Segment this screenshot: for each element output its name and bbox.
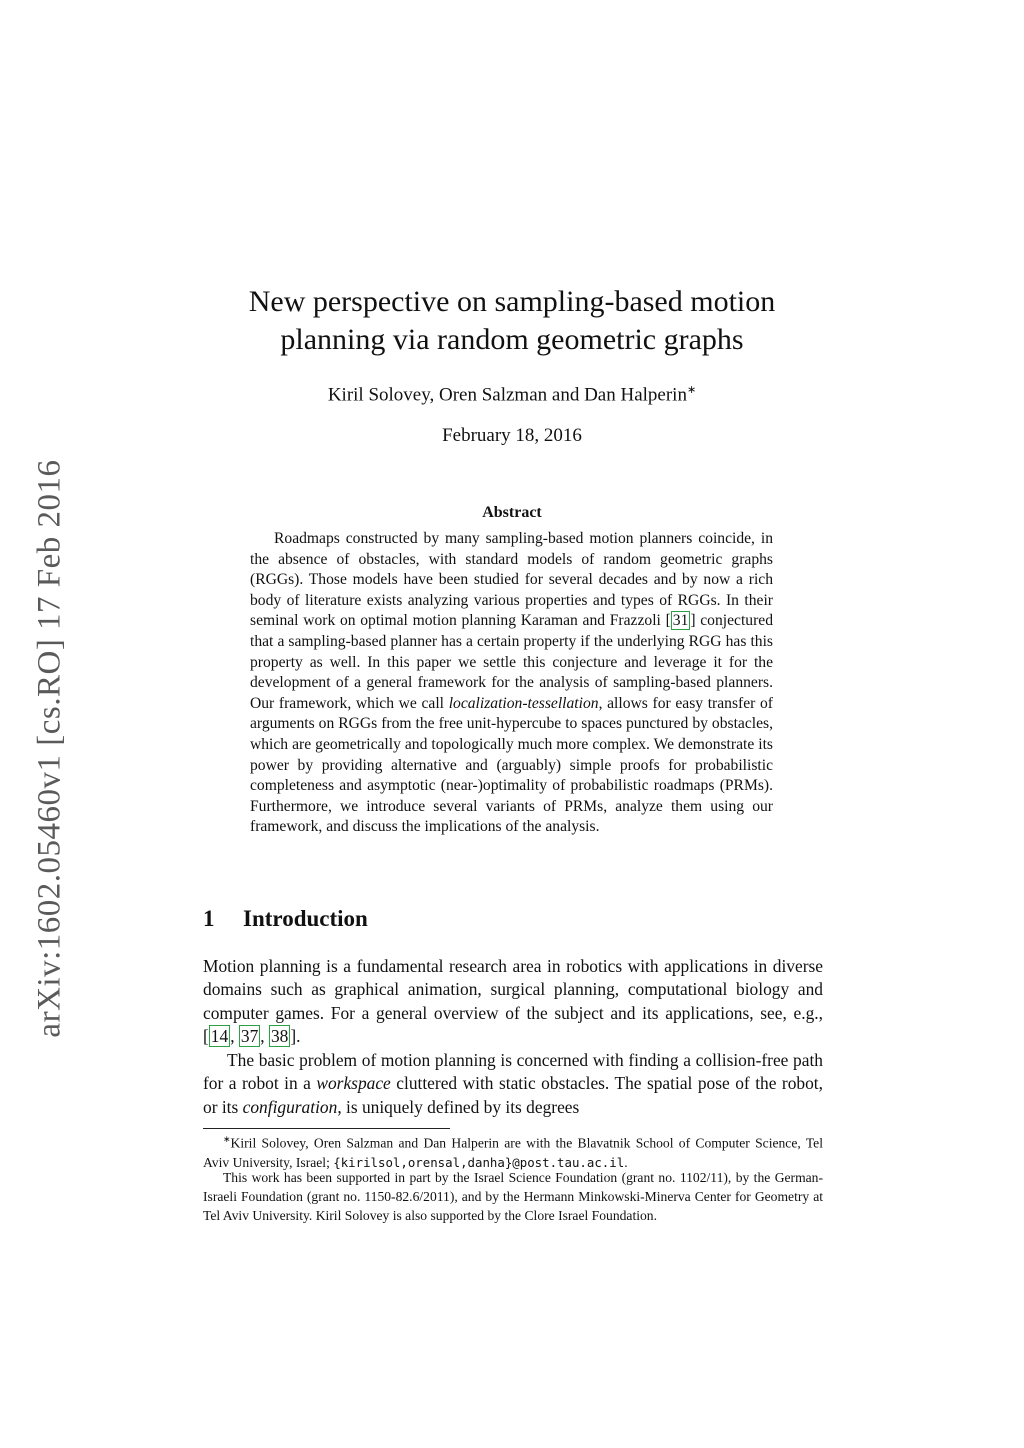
footnote-divider [203, 1128, 450, 1129]
intro-paragraph-1-text: Motion planning is a fundamental research area in robotics with applications in diverse domains such as graphical animation, surgical planning, computational biology and computer games. For a general overview of the subject and its applications, see, e.g., [203, 956, 823, 1023]
citation-link[interactable]: 37 [240, 1025, 259, 1046]
intro-paragraph-2-text-a: The basic problem of motion planning is concerned with finding a collision-free path for a robot in a [203, 1050, 823, 1094]
footnote-affiliation-end: . [624, 1154, 628, 1170]
intro-paragraph-2 [203, 1049, 823, 1119]
abstract-text-part-3: , allows for easy transfer of arguments on RGGs from the free unit-hypercube to spaces punctured by obstacles, which are geometrically and topologically much more complex. We demonstrate its power by providing alternative and (arguably) simple proofs for probabilistic completeness and asymptotic (near-)optimality of probabilistic roadmaps (PRMs). Furthermore, we introduce several variants of PRMs, analyze them using our framework, and discuss the implications of the analysis. [250, 694, 773, 836]
abstract-heading: Abstract [482, 504, 542, 521]
abstract-emphasis: localization-tessellation [448, 694, 599, 712]
footnote-affiliation-text: Kiril Solovey, Oren Salzman and Dan Halperin are with the Blavatnik School of Computer Science, Tel Aviv University, Israel; [203, 1135, 823, 1170]
abstract-text-part-1: Roadmaps constructed by many sampling-based motion planners coincide, in the absence of obstacles, with standard models of random geometric graphs (RGGs). Those models have been studied for several decades and by now a rich body of literature exists analyzing various properties and types of RGGs. In their seminal work on optimal motion planning Karaman and Frazzoli [250, 530, 773, 630]
paper-date: February 18, 2016 [442, 425, 582, 446]
intro-paragraph-2-text-c: , is uniquely defined by its degrees [337, 1096, 580, 1117]
abstract-body: Roadmaps constructed by many sampling-based motion planners coincide, in the absence of obstacles, with standard models of random geometric graphs (RGGs). Those models have been studied for several decades and by now a rich body of literature exists analyzing various properties and types of RGGs. In their seminal work on optimal motion planning Karaman and Frazzoli [ 31 ] conjectured that a sampling-based planner has a certain property if the underlying RGG has this property as well. In this paper we settle this conjecture and leverage it for the development of a general framework for the analysis of sampling-based planners. Our framework, which we call localization-tessellation, allows for easy transfer of arguments on RGGs from the free unit-hypercube to spaces punctured by obstacles, which are geometrically and topologically much more complex. We demonstrate its power by providing alternative and (arguably) simple proofs for probabilistic completeness and asymptotic (near-)optimality of probabilistic roadmaps (PRMs). Furthermore, we introduce several variants of PRMs, analyze them using our framework, and discuss the implications of the analysis. [250, 530, 773, 836]
section-heading-introduction [203, 906, 823, 932]
author-names: Kiril Solovey, Oren Salzman and Dan Halperin [327, 384, 687, 406]
citation-link[interactable]: 14 [210, 1025, 229, 1046]
author-list [200, 383, 824, 406]
intro-paragraph-2-text-b: cluttered with static obstacles. The spatial pose of the robot, or its [203, 1073, 823, 1117]
citation-link[interactable]: 31 [672, 612, 689, 630]
intro-paragraph-1-end: . [296, 1025, 301, 1046]
footnote-affiliation [203, 1130, 823, 1172]
emphasis-workspace: workspace [316, 1073, 391, 1094]
abstract-text-part-2: conjectured that a sampling-based planner has a certain property if the underlying RGG has this property as well. In this paper we settle this conjecture and leverage it for the development of a general framework for the analysis of sampling-based planners. Our framework, which we call [250, 612, 773, 712]
arxiv-identifier-text: arXiv:1602.05460v1 [cs.RO] 17 Feb 2016 [31, 458, 68, 1038]
citation-link[interactable]: 38 [270, 1025, 289, 1046]
footnote-email[interactable]: {kirilsol,orensal,danha}@post.tau.ac.il [333, 1154, 625, 1170]
section-title: Introduction [243, 906, 368, 931]
footnote-mark: ∗ [223, 1134, 231, 1144]
intro-paragraph-1: Motion planning is a fundamental research area in robotics with applications in diverse domains such as graphical animation, surgical planning, computational biology and computer games. For a general overview of the subject and its applications, see, e.g., [ 14 , 37 , 38 ]. [203, 956, 823, 1046]
emphasis-configuration: configuration [242, 1096, 338, 1117]
author-footnote-mark: ∗ [686, 384, 697, 396]
paper-title: New perspective on sampling-based motion planning via random geometric graphs [248, 285, 776, 356]
footnote-funding: This work has been supported in part by the Israel Science Foundation (grant no. 1102/11), by the German-Israeli Foundation (grant no. 1150-82.6/2011), and by the Hermann Minkowski-Minerva Center for Geometry at Tel Aviv University. Kiril Solovey is also supported by the Clore Israel Foundation. [203, 1170, 823, 1223]
section-number: 1 [203, 906, 215, 931]
arxiv-identifier-stamp [22, 448, 78, 1048]
